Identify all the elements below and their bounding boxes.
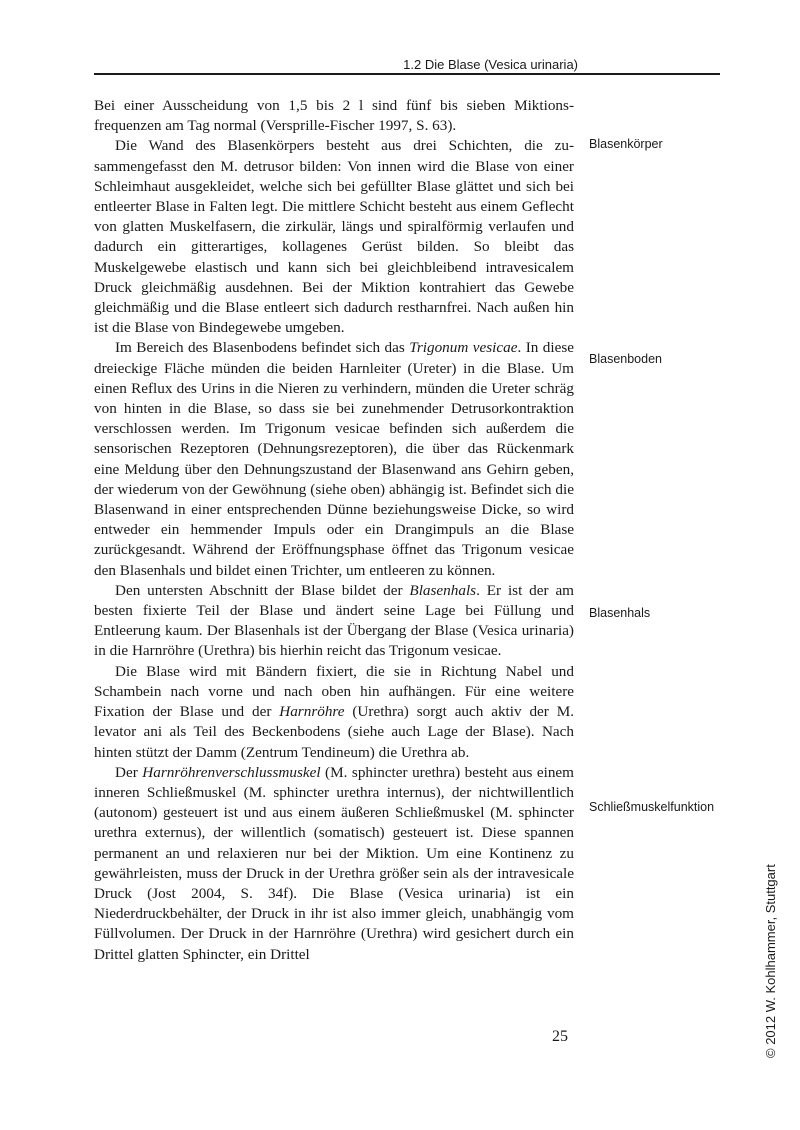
copyright-notice: © 2012 W. Kohlhammer, Stuttgart	[763, 864, 778, 1058]
margin-note-blasenboden: Blasenboden	[589, 352, 662, 366]
italic-term: Blasenhals	[409, 581, 477, 599]
text-run: Die Blase wird mit Bändern fixiert, die sie in Richtung Nabel und Schambein nach vorne und nach oben hin aufhängen. Für eine weitere Fixation der Blase und der	[94, 662, 574, 721]
body-text	[94, 96, 574, 965]
text-run: . In diese dreieckige Fläche münden die beiden Harnleiter (Ureter) in die Blase. Um einen Reflux des Urins in die Nieren zu verhindern, münden die Ureter schräg von hinten in die Blase, so dass sie bei zunehmender Detrusorkontraktion verschlossen werden. Im Trigonum vesicae befinden sich außerdem die sensorischen Rezeptoren (Dehnungsrezeptoren), die über das Rückenmark eine Meldung über den Dehnungszustand der Blasenwand ans Gehirn geben, der wiederum von der Gewöhnung (siehe oben) abhängig ist. Befindet sich die Blasenwand in einer entsprechenden Dünne beziehungsweise Dicke, so wird entweder ein hemmender Impuls oder ein Drangimpuls an die Blase zurückgesandt. Während der Eröffnungsphase öffnet das Trigonum vesicae den Blasenhals und bildet einen Trichter, um entleeren zu können.	[94, 339, 575, 579]
italic-term: Harnröhrenverschlussmuskel	[142, 763, 321, 781]
running-title: 1.2 Die Blase (Vesica urinaria)	[403, 57, 578, 72]
margin-note-blasenhals: Blasenhals	[589, 606, 651, 620]
text-run: Den untersten Abschnitt der Blase bildet der	[115, 581, 410, 599]
paragraph-3	[94, 338, 574, 580]
text-run: Bei einer Ausscheidung von 1,5 bis 2 l sind fünf bis sieben Miktionsfrequenzen am Tag normal (Versprille-Fischer 1997, S. 63).	[94, 97, 574, 135]
running-head	[94, 57, 720, 75]
margin-note-schliessmuskelfunktion: Schließmuskelfunktion	[589, 800, 715, 814]
paragraph-6	[94, 763, 574, 965]
text-run: Die Wand des Blasenkörpers besteht aus drei Schichten, die zusammengefasst den M. detrusor bilden: Von innen wird die Blase von einer Schleimhaut ausgekleidet, welche sich bei gefüllter Blase glättet und sich bei entleerter Blase in Falten legt. Die mittlere Schicht besteht aus einem Geflecht von glatten Muskelfasern, die zirkulär, längs und spiralförmig verlaufen und dadurch ein gitterartiges, kollagenes Gerüst bilden. So bleibt das Muskelgewebe elastisch und kann sich bei gleichbleibend intravesicalem Druck gleichmäßig ausdehnen. Bei der Miktion kontrahiert das Gewebe gleichmäßig und die Blase entleert sich dadurch restharnfrei. Nach außen hin ist die Blase von Bindegewebe umgeben.	[94, 137, 574, 337]
text-run: . Er ist der am besten fixierte Teil der Blase und ändert seine Lage bei Füllung und Entleerung kaum. Der Blasenhals ist der Übergang der Blase (Vesica urinaria) in die Harnröhre (Urethra) bis hierhin reicht das Trigonum vesicae.	[94, 581, 574, 660]
italic-term: Trigonum vesicae	[409, 339, 518, 357]
paragraph-4	[94, 581, 574, 662]
page-number: 25	[552, 1028, 568, 1045]
italic-term: Harnröhre	[279, 703, 345, 721]
paragraph-1	[94, 96, 574, 136]
text-run: (M. sphincter urethra) besteht aus einem inneren Schließmuskel (M. sphincter urethra internus), der nichtwillentlich (autonom) gesteuert ist und aus einem äußeren Schließmuskel (M. sphincter urethra externus), der willentlich (somatisch) gesteuert ist. Diese spannen permanent an und relaxieren nur bei der Miktion. Um eine Kontinenz zu gewährleisten, muss der Druck in der Urethra größer sein als der intravesicale Druck (Jost 2004, S. 34f). Die Blase (Vesica urinaria) ist ein Niederdruckbehälter, der Druck in ihr ist also immer gleich, unabhängig vom Füllvolumen. Der Druck in der Harnröhre (Urethra) wird gesichert durch ein Drittel glatten Sphincter, ein Drittel	[94, 763, 574, 963]
text-run: Im Bereich des Blasenbodens befindet sich das	[115, 339, 410, 357]
margin-note-blasenkoerper: Blasenkörper	[589, 137, 663, 151]
paragraph-2	[94, 136, 574, 338]
text-run: Der	[115, 763, 143, 781]
paragraph-5	[94, 662, 574, 763]
text-run: (Urethra) sorgt auch aktiv der M. levator ani als Teil des Beckenbodens (siehe auch Lage der Blase). Nach hinten stützt der Damm (Zentrum Tendineum) die Urethra ab.	[94, 703, 575, 761]
